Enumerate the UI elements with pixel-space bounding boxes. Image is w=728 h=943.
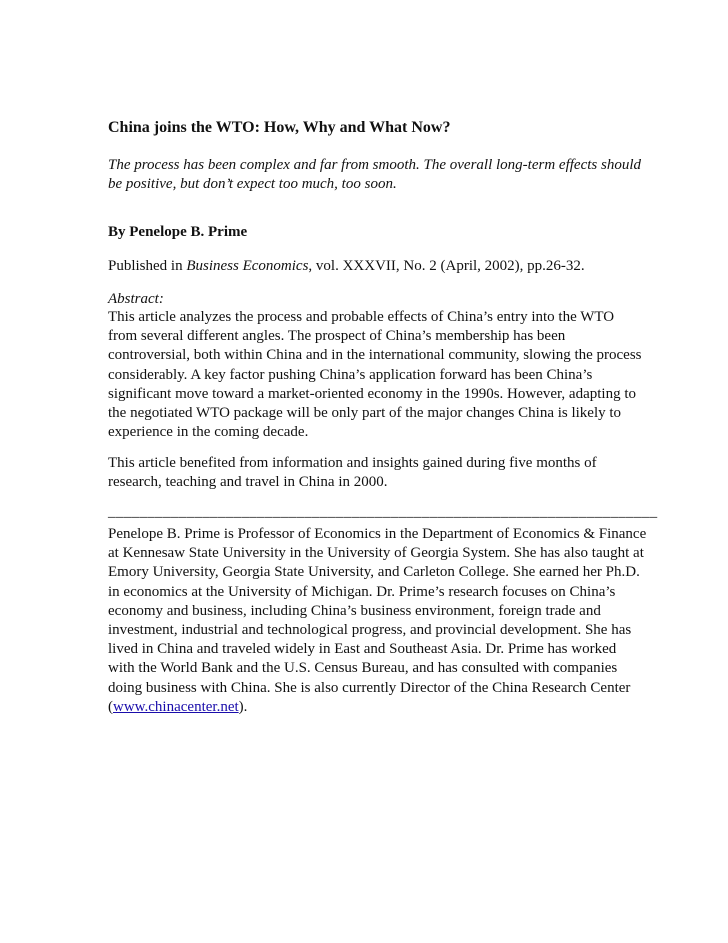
- bio-line: in economics at the University of Michigan. Dr. Prime’s research focuses on China’s: [108, 583, 616, 600]
- subtitle-line: be positive, but don’t expect too much, too soon.: [108, 176, 397, 193]
- bio-line: Emory University, Georgia State University, and Carleton College. She earned her Ph.D.: [108, 564, 640, 581]
- bio-line: investment, industrial and technological progress, and provincial development. She has: [108, 622, 632, 639]
- acknowledgement-line: This article benefited from information and insights gained during five months of: [108, 455, 597, 471]
- document-subtitle: [108, 156, 641, 194]
- bio-paren-open: (: [108, 698, 113, 715]
- acknowledgement-line: research, teaching and travel in China in 2000.: [108, 474, 388, 491]
- author-bio: [108, 525, 647, 717]
- document-title: China joins the WTO: How, Why and What Now?: [108, 119, 451, 136]
- author-byline: By Penelope B. Prime: [108, 224, 248, 240]
- subtitle-line: The process has been complex and far from smooth. The overall long-term effects should: [108, 157, 641, 173]
- china-center-link[interactable]: www.chinacenter.net: [113, 698, 239, 715]
- abstract-line: the negotiated WTO package will be only part of the major changes China is likely to: [108, 405, 622, 422]
- bio-line: lived in China and traveled widely in East and Southeast Asia. Dr. Prime has worked: [108, 641, 617, 658]
- bio-line: with the World Bank and the U.S. Census Bureau, and has consulted with companies: [108, 660, 618, 677]
- abstract-line: considerably. A key factor pushing China’s application forward has been China’s: [108, 366, 593, 383]
- abstract-line: This article analyzes the process and probable effects of China’s entry into the WTO: [108, 309, 615, 325]
- bio-line: at Kennesaw State University in the University of Georgia System. She has also taught at: [108, 545, 644, 562]
- publication-info: [108, 257, 585, 276]
- acknowledgement: [108, 454, 628, 492]
- abstract-label: Abstract:: [108, 291, 164, 307]
- bio-line: Penelope B. Prime is Professor of Economics in the Department of Economics & Finance: [108, 526, 647, 542]
- abstract-line: controversial, both within China and in the international community, slowing the process: [108, 347, 642, 364]
- published-prefix: Published in: [108, 258, 187, 274]
- separator-rule: ______________________________________________________________________: [108, 504, 658, 520]
- bio-line: economy and business, including China’s business environment, foreign trade and: [108, 602, 601, 619]
- abstract-body: [108, 308, 642, 442]
- bio-last-line: [108, 698, 628, 717]
- abstract-line: significant move toward a market-oriented economy in the 1990s. However, adapting to: [108, 385, 636, 402]
- abstract-line: experience in the coming decade.: [108, 424, 309, 441]
- bio-line: doing business with China. She is also currently Director of the China Research Center: [108, 679, 631, 696]
- journal-name: Business Economics: [186, 258, 309, 274]
- abstract-line: from several different angles. The prospect of China’s membership has been: [108, 328, 566, 345]
- published-suffix: , vol. XXXVII, No. 2 (April, 2002), pp.26-32.: [308, 258, 585, 274]
- bio-paren-close: ).: [238, 698, 248, 715]
